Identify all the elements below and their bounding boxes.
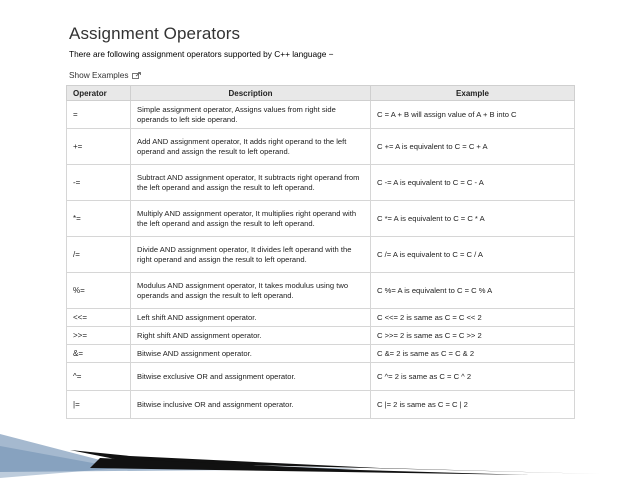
table-row <box>67 237 575 273</box>
cell-description: Subtract AND assignment operator, It subtracts right operand from the left operand and assign the result to left operand. <box>131 165 371 201</box>
page-title: Assignment Operators <box>69 24 241 43</box>
cell-operator: >>= <box>67 327 131 345</box>
cell-example: C = A + B will assign value of A + B into C <box>371 101 575 129</box>
cell-description: Multiply AND assignment operator, It multiplies right operand with the left operand and assign the result to left operand. <box>131 201 371 237</box>
table-row <box>67 201 575 237</box>
table-row <box>67 309 575 327</box>
cell-example: C |= 2 is same as C = C | 2 <box>371 391 575 419</box>
table-row <box>67 327 575 345</box>
table-row <box>67 273 575 309</box>
cell-operator: -= <box>67 165 131 201</box>
external-link-icon <box>132 72 141 79</box>
cell-example: C >>= 2 is same as C = C >> 2 <box>371 327 575 345</box>
cell-operator: %= <box>67 273 131 309</box>
cell-description: Add AND assignment operator, It adds right operand to the left operand and assign the result to left operand. <box>131 129 371 165</box>
header-operator: Operator <box>67 86 131 101</box>
table-row <box>67 363 575 391</box>
cell-description: Bitwise inclusive OR and assignment operator. <box>131 391 371 419</box>
cell-operator: *= <box>67 201 131 237</box>
cell-example: C ^= 2 is same as C = C ^ 2 <box>371 363 575 391</box>
cell-operator: <<= <box>67 309 131 327</box>
table-row <box>67 101 575 129</box>
cell-description: Divide AND assignment operator, It divides left operand with the right operand and assign the result to left operand. <box>131 237 371 273</box>
cell-description: Modulus AND assignment operator, It takes modulus using two operands and assign the result to left operand. <box>131 273 371 309</box>
show-examples-link[interactable] <box>69 70 141 80</box>
intro-text: There are following assignment operators supported by C++ language − <box>69 49 334 59</box>
cell-example: C -= A is equivalent to C = C - A <box>371 165 575 201</box>
header-example: Example <box>371 86 575 101</box>
cell-operator: /= <box>67 237 131 273</box>
cell-description: Left shift AND assignment operator. <box>131 309 371 327</box>
header-description: Description <box>131 86 371 101</box>
table-header-row <box>67 86 575 101</box>
cell-description: Bitwise AND assignment operator. <box>131 345 371 363</box>
cell-example: C += A is equivalent to C = C + A <box>371 129 575 165</box>
table-row <box>67 391 575 419</box>
cell-example: C <<= 2 is same as C = C << 2 <box>371 309 575 327</box>
cell-example: C %= A is equivalent to C = C % A <box>371 273 575 309</box>
table-row <box>67 165 575 201</box>
table-row <box>67 129 575 165</box>
cell-operator: &= <box>67 345 131 363</box>
table-row <box>67 345 575 363</box>
cell-operator: = <box>67 101 131 129</box>
cell-example: C /= A is equivalent to C = C / A <box>371 237 575 273</box>
cell-operator: += <box>67 129 131 165</box>
operators-table <box>66 85 575 419</box>
cell-description: Right shift AND assignment operator. <box>131 327 371 345</box>
cell-operator: |= <box>67 391 131 419</box>
cell-description: Simple assignment operator, Assigns values from right side operands to left side operand. <box>131 101 371 129</box>
cell-example: C *= A is equivalent to C = C * A <box>371 201 575 237</box>
cell-example: C &= 2 is same as C = C & 2 <box>371 345 575 363</box>
table-body <box>67 101 575 419</box>
cell-operator: ^= <box>67 363 131 391</box>
show-examples-label: Show Examples <box>69 70 129 80</box>
cell-description: Bitwise exclusive OR and assignment operator. <box>131 363 371 391</box>
main-content <box>66 24 574 419</box>
